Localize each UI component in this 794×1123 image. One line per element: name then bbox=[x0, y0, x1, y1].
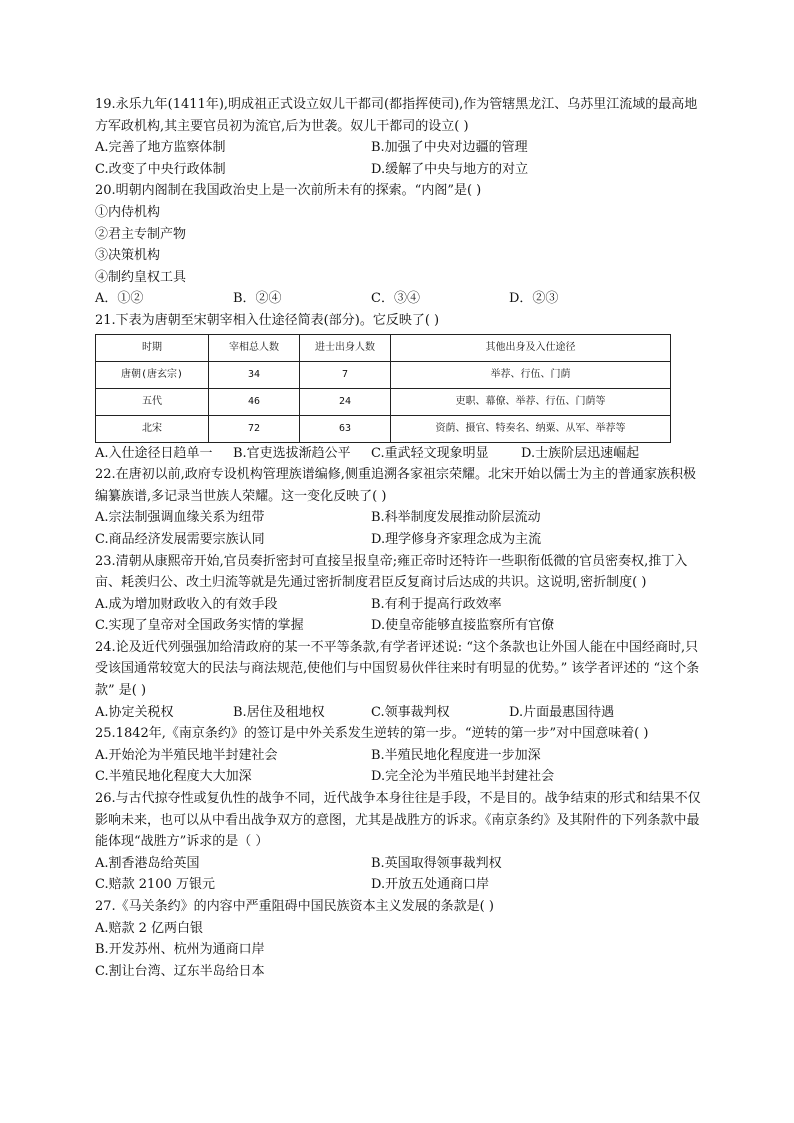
table-cell: 34 bbox=[209, 361, 300, 388]
table-cell: 72 bbox=[209, 415, 300, 442]
option-b: B.科举制度发展推动阶层流动 bbox=[371, 510, 541, 526]
question-23 bbox=[95, 551, 705, 637]
question-24 bbox=[95, 637, 705, 723]
option-c: C.割让台湾、辽东半岛给日本 bbox=[95, 963, 265, 979]
question-stem: 26.与古代掠夺性或复仇性的战争不同，近代战争本身往往是手段，不是目的。战争结束的形式和结果不仅影响未来，也可以从中看出战争双方的意图，尤其是战胜方的诉求。《南京条约》及其附件的下列条款中最能体现“战胜方”诉求的是（ ） bbox=[95, 791, 701, 850]
table-cell: 63 bbox=[300, 415, 391, 442]
option-a: A.完善了地方监察体制 bbox=[95, 140, 226, 156]
option-d: D.士族阶层迅速崛起 bbox=[521, 445, 640, 461]
option-a: A.开始沦为半殖民地半封建社会 bbox=[95, 747, 278, 763]
option-b: B.居住及租地权 bbox=[233, 704, 325, 720]
option-d: D.开放五处通商口岸 bbox=[371, 877, 490, 893]
option-c: C.商品经济发展需要宗族认同 bbox=[95, 531, 265, 547]
option-c: C.重武轻文现象明显 bbox=[371, 445, 489, 461]
question-stem: 27.《马关条约》的内容中严重阻碍中国民族资本主义发展的条款是( ) bbox=[95, 899, 494, 914]
table-row bbox=[96, 361, 671, 388]
option-a: A.宗法制强调血缘关系为纽带 bbox=[95, 510, 265, 526]
option-b: B.官吏选拔渐趋公平 bbox=[233, 445, 351, 461]
option-a: A.入仕途径日趋单一 bbox=[95, 445, 213, 461]
question-stem: 20.明朝内阁制在我国政治史上是一次前所未有的探索。“内阁”是( ) bbox=[95, 183, 482, 199]
question-stem: 23.清朝从康熙帝开始,官员奏折密封可直接呈报皇帝;雍正帝时还特许一些职衔低微的官员密奏权,推丁入亩、耗羡归公、改土归流等就是先通过密折制度君臣反复商讨后达成的共识。这说明,密折制度( ) bbox=[95, 553, 688, 591]
question-stem: 21.下表为唐朝至宋朝宰相入仕途径简表(部分)。它反映了( ) bbox=[95, 312, 440, 328]
option-d: D.理学修身齐家理念成为主流 bbox=[371, 531, 542, 547]
table-header: 时期 bbox=[96, 334, 209, 361]
table-cell: 24 bbox=[300, 388, 391, 415]
option-a: A.赔款 2 亿两白银 bbox=[95, 920, 204, 936]
option-b: B.有利于提高行政效率 bbox=[371, 596, 502, 612]
question-stem: 19.永乐九年(1411年),明成祖正式设立奴儿干都司(都指挥使司),作为管辖黑龙江、乌苏里江流域的最高地方军政机构,其主要官员初为流官,后为世袭。奴儿干都司的设立( ) bbox=[95, 97, 698, 134]
option-c: C．③④ bbox=[371, 291, 420, 307]
option-b: B.加强了中央对边疆的管理 bbox=[371, 140, 528, 156]
option-a: A.成为增加财政收入的有效手段 bbox=[95, 596, 278, 612]
statement-item: ②君主专制产物 bbox=[95, 226, 187, 242]
option-a: A.协定关税权 bbox=[95, 704, 174, 720]
table-row bbox=[96, 415, 671, 442]
option-b: B．②④ bbox=[233, 291, 282, 307]
question-stem: 24.论及近代列强强加给清政府的某一不平等条款,有学者评述说: “这个条款也让外国人能在中国经商时,只受该国通常较宽大的民法与商法规范,使他们与中国贸易伙伴往来时有明显的优势。” 该学者评述的 “这个条款” 是( ) bbox=[95, 639, 700, 699]
option-c: C.实现了皇帝对全国政务实情的掌握 bbox=[95, 618, 304, 634]
option-d: D.缓解了中央与地方的对立 bbox=[371, 161, 529, 177]
table-cell: 唐朝(唐玄宗) bbox=[96, 361, 209, 388]
table-cell: 46 bbox=[209, 388, 300, 415]
table-cell: 7 bbox=[300, 361, 391, 388]
option-c: C.改变了中央行政体制 bbox=[95, 161, 226, 177]
question-26 bbox=[95, 788, 705, 896]
question-21 bbox=[95, 310, 705, 464]
option-a: A．①② bbox=[95, 291, 144, 307]
option-c: C.半殖民地化程度大大加深 bbox=[95, 769, 252, 785]
table-cell: 资荫、摄官、特奏名、纳粟、从军、举荐等 bbox=[391, 415, 671, 442]
option-d: D．②③ bbox=[509, 291, 559, 307]
exam-page bbox=[95, 94, 705, 982]
statement-item: ④制约皇权工具 bbox=[95, 269, 187, 285]
option-d: D.使皇帝能够直接监察所有官僚 bbox=[371, 618, 555, 634]
table-header-row bbox=[96, 334, 671, 361]
table-header: 其他出身及入仕途径 bbox=[391, 334, 671, 361]
option-b: B.半殖民地化程度进一步加深 bbox=[371, 747, 541, 763]
table-header: 进士出身人数 bbox=[300, 334, 391, 361]
question-stem: 25.1842年,《南京条约》的签订是中外关系发生逆转的第一步。“逆转的第一步”对中国意味着( ) bbox=[95, 726, 649, 742]
question-25 bbox=[95, 723, 705, 788]
question-20 bbox=[95, 180, 705, 310]
question-22 bbox=[95, 464, 705, 550]
question-27 bbox=[95, 896, 705, 982]
option-b: B.英国取得领事裁判权 bbox=[371, 855, 502, 871]
table-row bbox=[96, 388, 671, 415]
table-header: 宰相总人数 bbox=[209, 334, 300, 361]
question-stem: 22.在唐初以前,政府专设机构管理族谱编修,侧重追溯各家祖宗荣耀。北宋开始以儒士为主的普通家族积极编纂族谱,多记录当世族人荣耀。这一变化反映了( ) bbox=[95, 467, 696, 504]
option-d: D.完全沦为半殖民地半封建社会 bbox=[371, 769, 555, 785]
statement-item: ①内侍机构 bbox=[95, 204, 161, 220]
option-d: D.片面最惠国待遇 bbox=[509, 704, 615, 720]
question-19 bbox=[95, 94, 705, 180]
option-c: C.赔款 2100 万银元 bbox=[95, 877, 215, 893]
option-b: B.开发苏州、杭州为通商口岸 bbox=[95, 942, 265, 958]
statement-item: ③决策机构 bbox=[95, 248, 161, 264]
table-cell: 吏职、幕僚、举荐、行伍、门荫等 bbox=[391, 388, 671, 415]
option-c: C.领事裁判权 bbox=[371, 704, 450, 720]
option-a: A.割香港岛给英国 bbox=[95, 855, 200, 871]
table-cell: 五代 bbox=[96, 388, 209, 415]
chancellor-table bbox=[95, 334, 671, 443]
table-cell: 举荐、行伍、门荫 bbox=[391, 361, 671, 388]
table-cell: 北宋 bbox=[96, 415, 209, 442]
